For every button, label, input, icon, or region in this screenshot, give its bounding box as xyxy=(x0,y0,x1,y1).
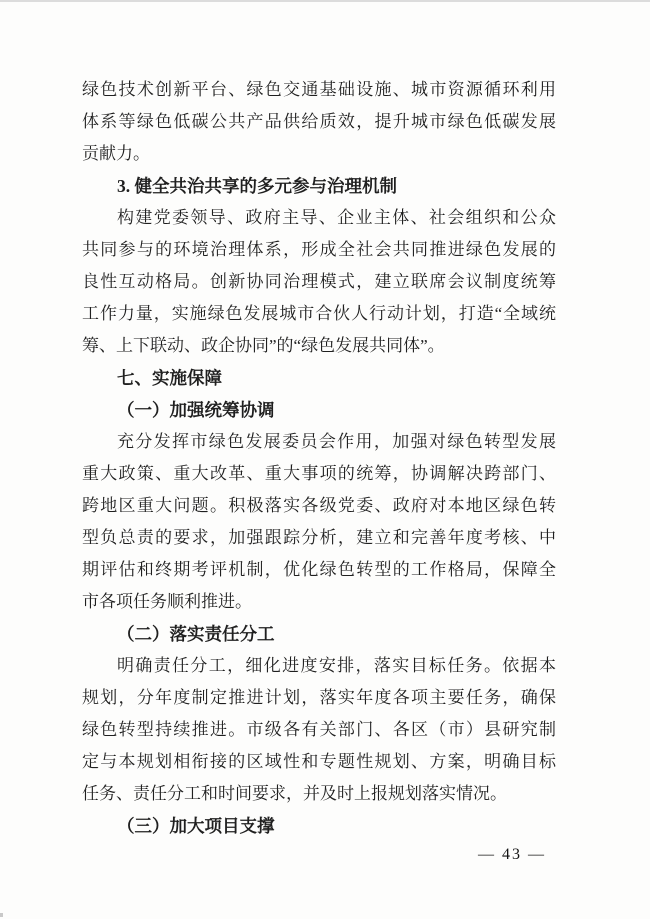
paragraph-line: 绿色转型持续推进。市级各有关部门、各区（市）县研究制 xyxy=(82,720,556,739)
paragraph-line: 明确责任分工，细化进度安排，落实目标任务。依据本 xyxy=(117,656,556,675)
paragraph-line: 绿色技术创新平台、绿色交通基础设施、城市资源循环利用 xyxy=(82,80,556,99)
paragraph-line: 良性互动格局。创新协同治理模式，建立联席会议制度统筹 xyxy=(82,272,556,291)
section-heading-level1: 七、实施保障 xyxy=(117,368,222,388)
section-heading-level3: 3. 健全共治共享的多元参与治理机制 xyxy=(117,176,397,196)
paragraph-line: 充分发挥市绿色发展委员会作用，加强对绿色转型发展 xyxy=(117,432,556,451)
paragraph-line: 重大政策、重大改革、重大事项的统筹，协调解决跨部门、 xyxy=(82,464,556,483)
scan-edge-artifact xyxy=(0,0,650,2)
paragraph-line: 贡献力。 xyxy=(82,144,150,163)
paragraph-line: 筹、上下联动、政企协同”的“绿色发展共同体”。 xyxy=(82,336,445,355)
paragraph-line: 任务、责任分工和时间要求，并及时上报规划落实情况。 xyxy=(82,784,507,803)
paragraph-line: 构建党委领导、政府主导、企业主体、社会组织和公众 xyxy=(117,208,556,227)
section-heading-level2: （一）加强统筹协调 xyxy=(117,400,275,420)
paragraph-line: 跨地区重大问题。积极落实各级党委、政府对本地区绿色转 xyxy=(82,496,556,515)
paragraph-line: 体系等绿色低碳公共产品供给质效，提升城市绿色低碳发展 xyxy=(82,112,556,131)
page-body xyxy=(82,74,556,842)
paragraph-line: 市各项任务顺利推进。 xyxy=(82,592,252,611)
section-heading-level2: （三）加大项目支撑 xyxy=(117,816,275,836)
paragraph-line: 期评估和终期考评机制，优化绿色转型的工作格局，保障全 xyxy=(82,560,556,579)
section-heading-level2: （二）落实责任分工 xyxy=(117,624,275,644)
paragraph-line: 型负总责的要求，加强跟踪分析，建立和完善年度考核、中 xyxy=(82,528,556,547)
paragraph-line: 工作力量，实施绿色发展城市合伙人行动计划，打造“全域统 xyxy=(82,304,556,323)
paragraph-line: 定与本规划相衔接的区域性和专题性规划、方案，明确目标 xyxy=(82,752,556,771)
paragraph-line: 规划，分年度制定推进计划，落实年度各项主要任务，确保 xyxy=(82,688,556,707)
page-number: — 43 — xyxy=(478,846,546,863)
scan-mark-artifact xyxy=(0,913,3,917)
paragraph-line: 共同参与的环境治理体系，形成全社会共同推进绿色发展的 xyxy=(82,240,556,259)
